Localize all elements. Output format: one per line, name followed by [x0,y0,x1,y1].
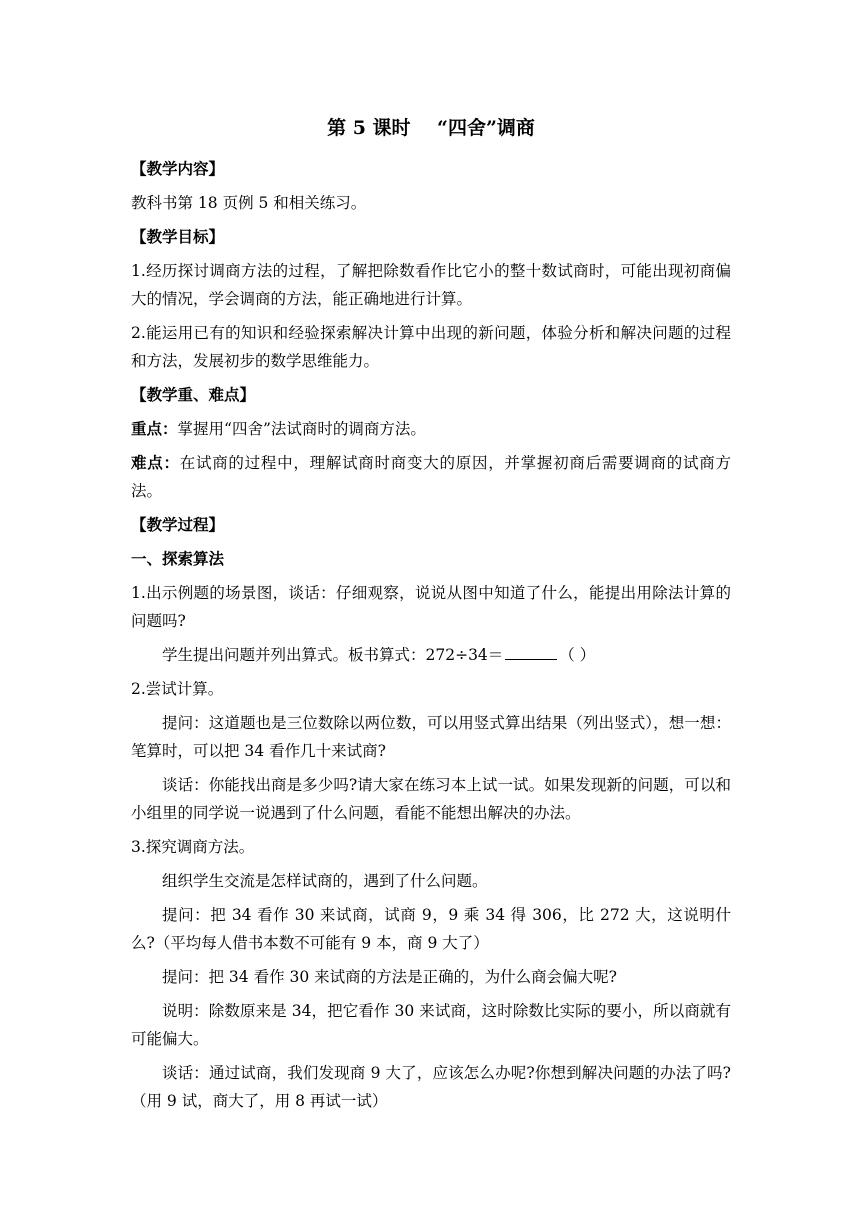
section-heading-goals: 【教学目标】 [131,227,225,246]
key-point [131,415,731,443]
step-2-question: 提问：这道题也是三位数除以两位数，可以用竖式算出结果（列出竖式），想一想：笔算时，可以把 34 看作几十来试商? [131,714,731,760]
step-1-equation [131,641,731,669]
equation-suffix: （ ） [559,646,596,664]
part-one-heading: 一、探索算法 [131,549,225,568]
document-page [131,113,731,1121]
step-3-explanation: 说明：除数原来是 34，把它看作 30 来试商，这时除数比实际的要小，所以商就有可能偏大。 [131,1002,731,1048]
goal-item-2: 2.能运用已有的知识和经验探索解决计算中出现的新问题，体验分析和解决问题的过程和方法，发展初步的数学思维能力。 [131,324,731,370]
step-3-organize: 组织学生交流是怎样试商的，遇到了什么问题。 [162,872,488,890]
answer-blank [505,643,557,660]
lesson-title: 第 5 课时 “四舍”调商 [327,117,535,139]
step-2-talk: 谈话：你能找出商是多少吗?请大家在练习本上试一试。如果发现新的问题，可以和小组里的同学说一说遇到了什么问题，看能不能想出解决的办法。 [131,776,731,822]
equation-prefix: 学生提出问题并列出算式。板书算式：272÷34＝ [162,646,504,664]
section-heading-content: 【教学内容】 [131,159,225,178]
section-heading-process: 【教学过程】 [131,515,225,534]
difficult-point-text: 在试商的过程中，理解试商时商变大的原因，并掌握初商后需要调商的试商方法。 [131,454,731,500]
difficult-point-label: 难点： [131,453,180,472]
section-heading-key-points: 【教学重、难点】 [131,385,256,404]
key-point-label: 重点： [131,419,178,438]
step-3-talk: 谈话：通过试商，我们发现商 9 大了，应该怎么办呢?你想到解决问题的办法了吗?（用 9 试，商大了，用 8 再试一试） [131,1064,731,1110]
step-2: 2.尝试计算。 [131,680,224,698]
content-text: 教科书第 18 页例 5 和相关练习。 [131,194,367,212]
goal-item-1: 1.经历探讨调商方法的过程，了解把除数看作比它小的整十数试商时，可能出现初商偏大的情况，学会调商的方法，能正确地进行计算。 [131,262,731,308]
step-3-question-1: 提问：把 34 看作 30 来试商，试商 9，9 乘 34 得 306，比 272 大，这说明什么?（平均每人借书本数不可能有 9 本，商 9 大了） [131,906,731,952]
difficult-point [131,449,731,505]
step-3-question-2: 提问：把 34 看作 30 来试商的方法是正确的，为什么商会偏大呢? [162,968,617,986]
step-3: 3.探究调商方法。 [131,838,255,856]
key-point-text: 掌握用“四舍”法试商时的调商方法。 [177,420,426,438]
step-1: 1.出示例题的场景图，谈话：仔细观察，说说从图中知道了什么，能提出用除法计算的问题吗? [131,584,731,630]
